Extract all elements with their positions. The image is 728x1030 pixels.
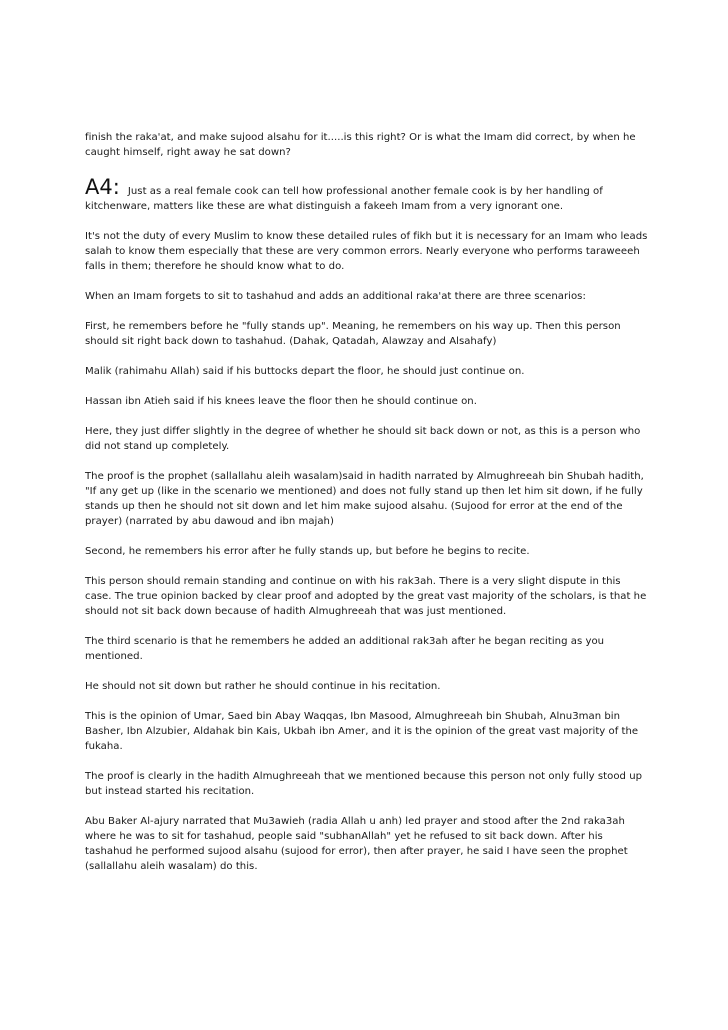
paragraph-hassan: Hassan ibn Atieh said if his knees leave the floor then he should continue on. xyxy=(85,396,477,407)
paragraph-remain-standing: This person should remain standing and continue on with his rak3ah. There is a very slight dispute in this case. The true opinion backed by clear proof and adopted by the great vast majority of the scholars, is that he should not sit back down because of hadith Almughreeah that was just mentioned. xyxy=(85,576,647,617)
paragraph-proof-clearly: The proof is clearly in the hadith Almughreeah that we mentioned because this person not only fully stood up but instead started his recitation. xyxy=(85,771,643,797)
paragraph-abu-baker: Abu Baker Al-ajury narrated that Mu3awieh (radia Allah u anh) led prayer and stood after the 2nd raka3ah where he was to sit for tashahud, people said "subhanAllah" yet he refused to sit back down. After his tashahud he performed sujood alsahu (sujood for error), then after prayer, he said I have seen the prophet (sallallahu aleih wasalam) do this. xyxy=(85,816,628,872)
intro-paragraph: finish the raka'at, and make sujood alsahu for it.....is this right? Or is what the Imam did correct, by when he caught himself, right away he sat down? xyxy=(85,132,636,158)
paragraph-second-scenario: Second, he remembers his error after he fully stands up, but before he begins to recite. xyxy=(85,546,530,557)
paragraph-malik: Malik (rahimahu Allah) said if his buttocks depart the floor, he should just continue on. xyxy=(85,366,525,377)
paragraph-third-scenario: The third scenario is that he remembers he added an additional rak3ah after he began reciting as you mentioned. xyxy=(85,636,605,662)
answer-label: A4: xyxy=(85,175,120,199)
paragraph-imam-duty: It's not the duty of every Muslim to know these detailed rules of fikh but it is necessary for an Imam who leads salah to know them especially that these are very common errors. Nearly everyone who performs taraweeeh falls in them; therefore he should know what to do. xyxy=(85,231,648,272)
paragraph-continue-recitation: He should not sit down but rather he should continue in his recitation. xyxy=(85,681,441,692)
document-page xyxy=(85,130,650,889)
paragraph-differ: Here, they just differ slightly in the degree of whether he should sit back down or not, as this is a person who did not stand up completely. xyxy=(85,426,641,452)
answer-text: Just as a real female cook can tell how professional another female cook is by her handling of kitchenware, matters like these are what distinguish a fakeeh Imam from a very ignorant one. xyxy=(85,186,603,212)
paragraph-proof-hadith: The proof is the prophet (sallallahu aleih wasalam)said in hadith narrated by Almughreeah bin Shubah hadith, "If any get up (like in the scenario we mentioned) and does not fully stand up then let him sit down, if he fully stands up then he should not sit down and let him make sujood alsahu. (Sujood for error at the end of the prayer) (narrated by abu dawoud and ibn majah) xyxy=(85,471,644,527)
paragraph-first-scenario: First, he remembers before he "fully stands up". Meaning, he remembers on his way up. Then this person should sit right back down to tashahud. (Dahak, Qatadah, Alawzay and Alsahafy) xyxy=(85,321,621,347)
answer-paragraph xyxy=(85,175,650,214)
paragraph-opinion: This is the opinion of Umar, Saed bin Abay Waqqas, Ibn Masood, Almughreeah bin Shubah, Alnu3man bin Basher, Ibn Alzubier, Aldahak bin Kais, Ukbah ibn Amer, and it is the opinion of the great vast majority of the fukaha. xyxy=(85,711,639,752)
paragraph-three-scenarios: When an Imam forgets to sit to tashahud and adds an additional raka'at there are three scenarios: xyxy=(85,291,586,302)
